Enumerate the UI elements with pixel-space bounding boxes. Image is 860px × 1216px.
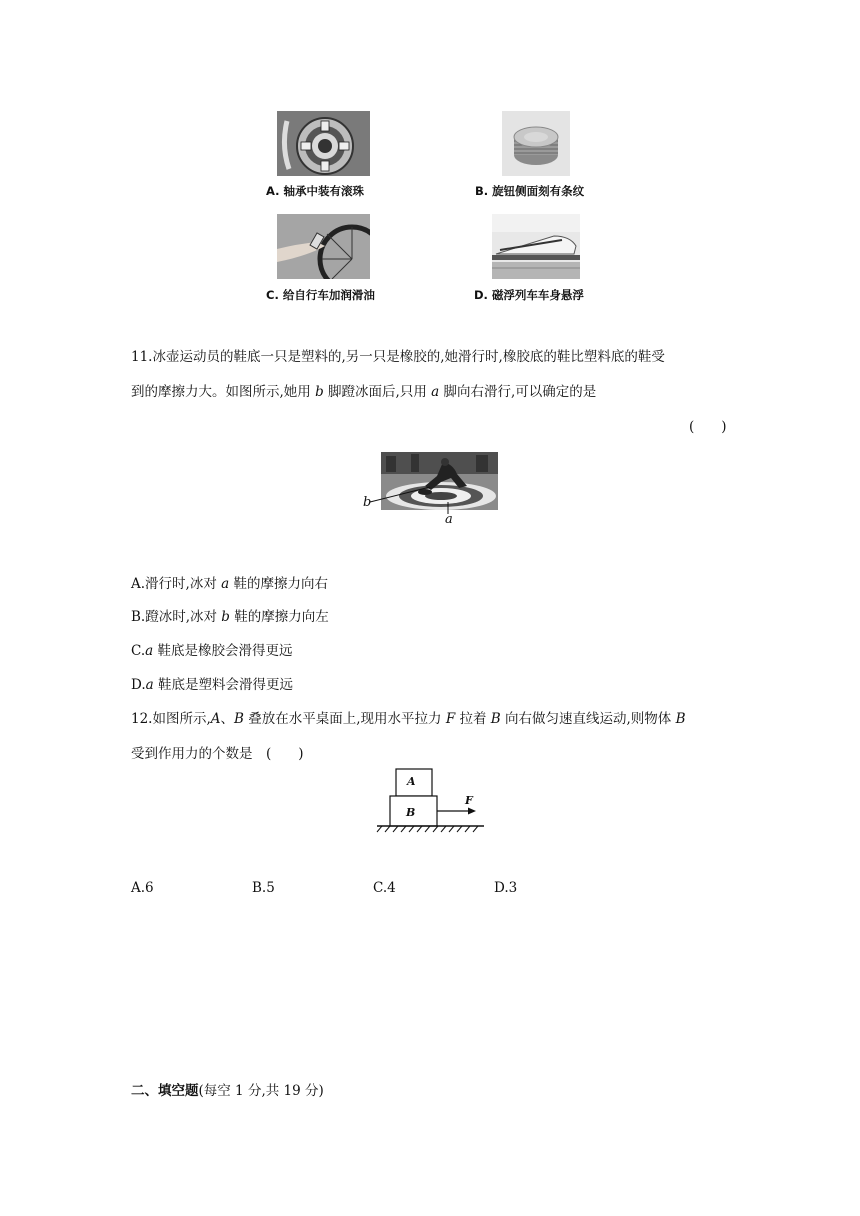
bicycle-oil-photo — [277, 214, 370, 279]
q12-option-b[interactable]: B.5 — [252, 880, 275, 896]
q11-stem-line2: 到的摩擦力大。如图所示,她用 b 脚蹬冰面后,只用 a 脚向右滑行,可以确定的是 — [131, 384, 597, 400]
q12-option-a[interactable]: A.6 — [131, 880, 154, 896]
curling-label-a: a — [445, 512, 453, 527]
q11-answer-bracket[interactable]: ( ) — [689, 419, 727, 435]
q12-stem-line1: 12.如图所示,A、B 叠放在水平桌面上,现用水平拉力 F 拉着 B 向右做匀速直线运动,则物体 B — [131, 711, 686, 727]
q10-caption-a: A. 轴承中装有滚珠 — [266, 184, 364, 198]
bearing-photo — [277, 111, 370, 176]
knob-photo — [502, 111, 570, 176]
force-arrowhead — [468, 808, 476, 815]
q10-caption-c: C. 给自行车加润滑油 — [266, 288, 375, 302]
q10-caption-d: D. 磁浮列车车身悬浮 — [474, 288, 584, 302]
maglev-train-photo — [492, 214, 580, 279]
block-b-label: B — [406, 806, 416, 819]
curling-label-b: b — [363, 495, 372, 510]
q12-option-d[interactable]: D.3 — [494, 880, 518, 896]
q12-stem-line2: 受到作用力的个数是 ( ) — [131, 746, 304, 762]
block-a-label: A — [407, 775, 416, 788]
q11-option-b[interactable]: B.蹬冰时,冰对 b 鞋的摩擦力向左 — [131, 609, 329, 625]
ground-hatching — [377, 826, 478, 832]
q10-caption-b: B. 旋钮侧面刻有条纹 — [475, 184, 585, 198]
q12-option-c[interactable]: C.4 — [373, 880, 396, 896]
section-heading — [131, 1081, 324, 1101]
q11-option-c[interactable]: C.a 鞋底是橡胶会滑得更远 — [131, 643, 293, 659]
q11-stem-line1: 11.冰壶运动员的鞋底一只是塑料的,另一只是橡胶的,她滑行时,橡胶底的鞋比塑料底的鞋受 — [131, 349, 665, 365]
q11-option-a[interactable]: A.滑行时,冰对 a 鞋的摩擦力向右 — [131, 576, 328, 592]
force-label: F — [465, 794, 473, 807]
section-title: 二、填空题 — [131, 1083, 199, 1099]
q11-option-d[interactable]: D.a 鞋底是塑料会滑得更远 — [131, 677, 293, 693]
section-note: (每空 1 分,共 19 分) — [198, 1083, 324, 1099]
curling-label-lines — [360, 470, 480, 530]
